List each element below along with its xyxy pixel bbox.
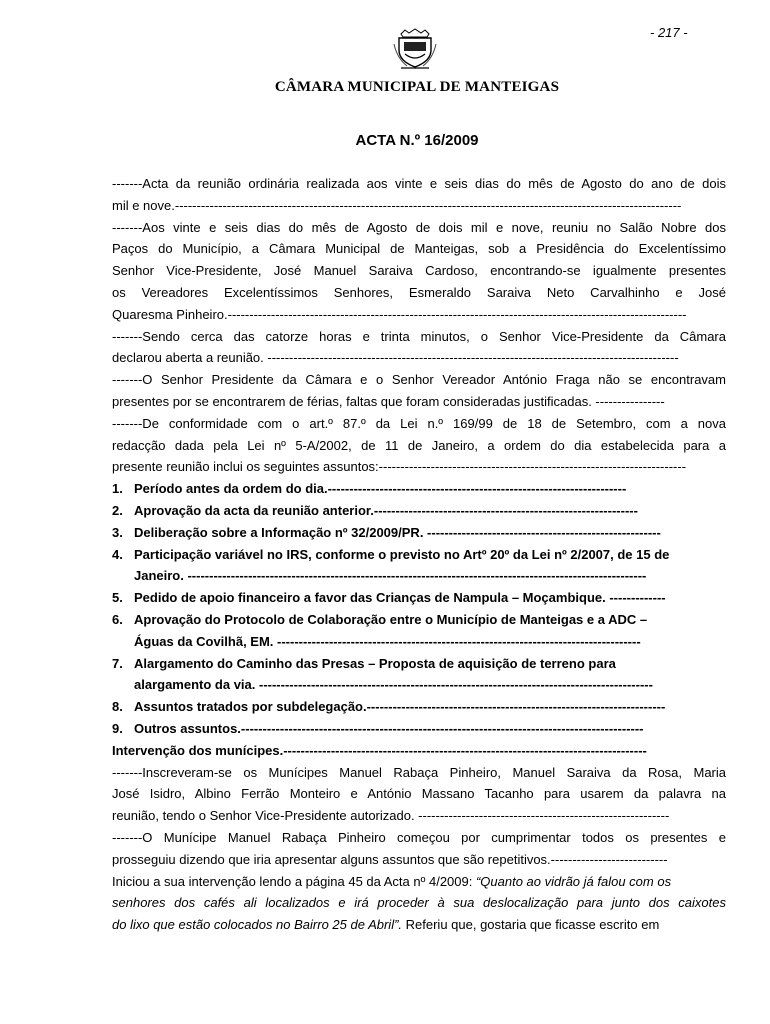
- paragraph-line: Paços do Município, a Câmara Municipal de Manteigas, sob a Presidência do Excelentíssimo: [112, 241, 726, 257]
- paragraph-line: prosseguiu dizendo que iria apresentar alguns assuntos que são repetitivos.---------------------------: [112, 851, 668, 867]
- paragraph-line: José Isidro, Albino Ferrão Monteiro e António Massano Tacanho para usarem da palavra na: [112, 786, 726, 802]
- agenda-number: 1.: [112, 481, 123, 497]
- agenda-text: Outros assuntos.---------------------------------------------------------------------------------------------: [134, 720, 644, 736]
- paragraph-line: mil e nove.---------------------------------------------------------------------------------------------------------------------: [112, 197, 682, 213]
- minutes-body: [112, 173, 726, 936]
- agenda-text: Período antes da ordem do dia.---------------------------------------------------------------------: [134, 481, 627, 497]
- agenda-item-continuation: alargamento da via. -------------------------------------------------------------------------------------------: [134, 677, 653, 693]
- paragraph-line: -------O Munícipe Manuel Rabaça Pinheiro começou por cumprimentar todos os presentes e: [112, 829, 726, 845]
- paragraph-line: reunião, tendo o Senhor Vice-Presidente autorizado. ----------------------------------------------------------: [112, 808, 670, 824]
- quoted-line: senhores dos cafés ali localizados e irá proceder à sua deslocalização para junto dos caixotes: [112, 895, 726, 911]
- agenda-text: Alargamento do Caminho das Presas – Proposta de aquisição de terreno para: [134, 655, 616, 671]
- agenda-number: 3.: [112, 524, 123, 540]
- agenda-item: [112, 500, 726, 522]
- agenda-item: [112, 587, 726, 609]
- quoted-text: do lixo que estão colocados no Bairro 25 de Abril”.: [112, 917, 403, 933]
- section-heading: Intervenção dos munícipes.------------------------------------------------------------------------------------: [112, 742, 647, 758]
- agenda-number: 5.: [112, 590, 123, 606]
- line-text: Referiu que, gostaria que ficasse escrito em: [402, 917, 660, 933]
- agenda-item: [112, 522, 726, 544]
- institution-name: CÂMARA MUNICIPAL DE MANTEIGAS: [274, 79, 560, 95]
- line-text: Iniciou a sua intervenção lendo a página 45 da Acta nº 4/2009:: [112, 873, 476, 889]
- agenda-item-continuation: Janeiro. ----------------------------------------------------------------------------------------------------------: [134, 568, 647, 584]
- paragraph-line: [112, 871, 726, 893]
- agenda-number: 6.: [112, 611, 123, 627]
- paragraph-line: -------Sendo cerca das catorze horas e trinta minutos, o Senhor Vice-Presidente da Câmara: [112, 328, 726, 344]
- agenda-text: Deliberação sobre a Informação nº 32/2009/PR. ------------------------------------------------------: [134, 524, 661, 540]
- agenda-item: [112, 718, 726, 740]
- agenda-text: Aprovação do Protocolo de Colaboração entre o Município de Manteigas e a ADC –: [134, 611, 648, 627]
- paragraph-line: -------Acta da reunião ordinária realizada aos vinte e seis dias do mês de Agosto do ano de dois: [112, 176, 726, 191]
- paragraph-line: -------O Senhor Presidente da Câmara e o Senhor Vereador António Fraga não se encontravam: [112, 372, 726, 388]
- agenda-number: 8.: [112, 699, 123, 715]
- paragraph-line: declarou aberta a reunião. -----------------------------------------------------------------------------------------------: [112, 350, 679, 366]
- paragraph-line: Quaresma Pinheiro.----------------------------------------------------------------------------------------------------------: [112, 306, 687, 322]
- agenda-item: [112, 544, 726, 566]
- agenda-text: Participação variável no IRS, conforme o previsto no Artº 20º da Lei nº 2/2007, de 15 de: [134, 546, 670, 562]
- agenda-number: 7.: [112, 655, 123, 671]
- agenda-item: [112, 653, 726, 675]
- agenda-number: 9.: [112, 720, 123, 736]
- agenda-number: 4.: [112, 546, 123, 562]
- coat-of-arms-icon: [391, 28, 439, 70]
- agenda-number: 2.: [112, 502, 123, 518]
- paragraph-line: redacção dada pela Lei nº 5-A/2002, de 11 de Janeiro, a ordem do dia estabelecida para a: [112, 437, 726, 453]
- quoted-text: “Quanto ao vidrão já falou com os: [475, 873, 672, 889]
- page-number: - 217 -: [650, 25, 688, 40]
- agenda-item-continuation: Águas da Covilhã, EM. ------------------------------------------------------------------------------------: [134, 633, 641, 649]
- agenda-text: Assuntos tratados por subdelegação.---------------------------------------------------------------------: [134, 699, 666, 715]
- paragraph-line: [112, 914, 726, 936]
- agenda-text: Pedido de apoio financeiro a favor das Crianças de Nampula – Moçambique. -------------: [134, 590, 666, 606]
- paragraph-line: -------Inscreveram-se os Munícipes Manuel Rabaça Pinheiro, Manuel Saraiva da Rosa, Maria: [112, 764, 726, 780]
- agenda-item: [112, 696, 726, 718]
- minutes-title: ACTA N.º 16/2009: [355, 132, 479, 149]
- agenda-text: Aprovação da acta da reunião anterior.-------------------------------------------------------------: [134, 502, 638, 518]
- agenda-item: [112, 478, 726, 500]
- agenda-item: [112, 609, 726, 631]
- paragraph-line: -------Aos vinte e seis dias do mês de Agosto de dois mil e nove, reuniu no Salão Nobre dos: [112, 219, 726, 235]
- paragraph-line: os Vereadores Excelentíssimos Senhores, Esmeraldo Saraiva Neto Carvalhinho e José: [112, 284, 726, 300]
- paragraph-line: -------De conformidade com o art.º 87.º da Lei n.º 169/99 de 18 de Setembro, com a nova: [112, 415, 726, 431]
- paragraph-line: presentes por se encontrarem de férias, faltas que foram consideradas justificadas. ----------------: [112, 393, 665, 409]
- paragraph-line: Senhor Vice-Presidente, José Manuel Saraiva Cardoso, encontrando-se igualmente presentes: [112, 263, 726, 279]
- paragraph-line: presente reunião inclui os seguintes assuntos:-----------------------------------------------------------------------: [112, 459, 687, 475]
